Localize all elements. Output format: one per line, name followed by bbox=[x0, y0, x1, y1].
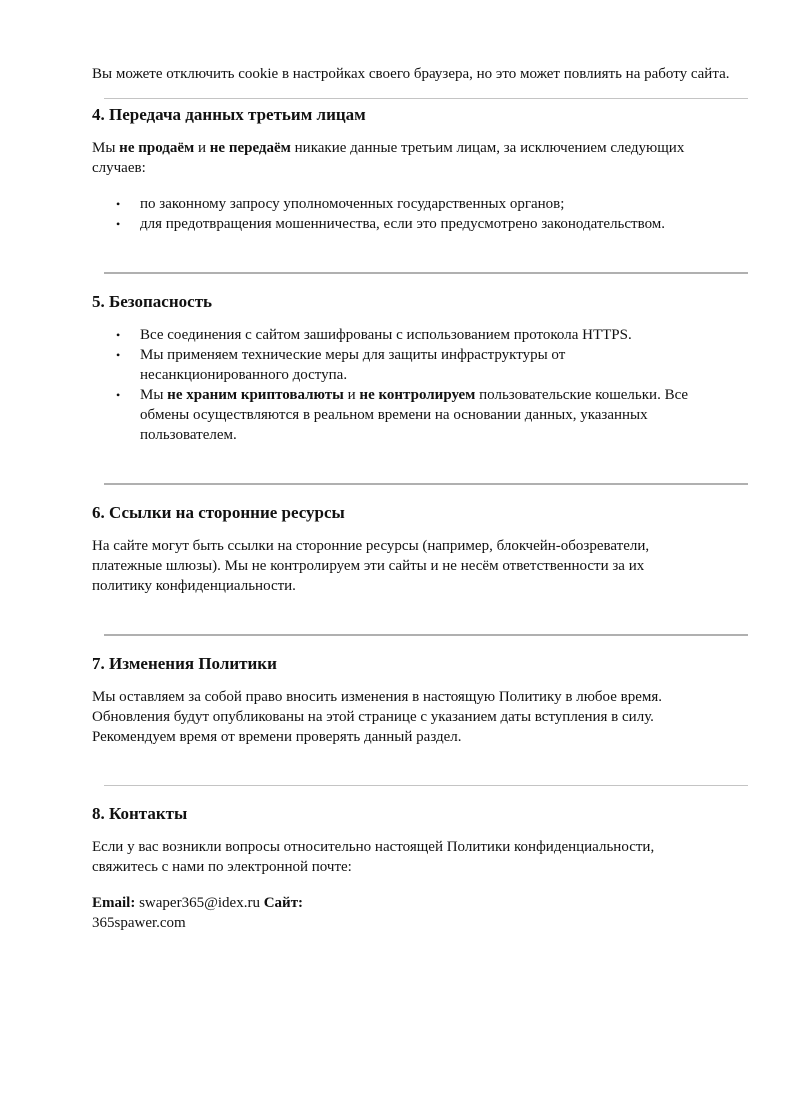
list-item: • по законному запросу уполномоченных государственных органов; bbox=[116, 196, 565, 212]
site-label: Сайт: bbox=[263, 895, 304, 911]
section-security bbox=[92, 291, 752, 445]
list-item: • Мы применяем технические меры для защиты инфраструктуры от несанкционированного доступа. bbox=[116, 347, 566, 383]
section-external-links bbox=[92, 502, 752, 596]
bullet-list bbox=[92, 325, 752, 445]
section-paragraph: Если у вас возникли вопросы относительно настоящей Политики конфиденциальности, свяжитесь с нами по электронной почте: bbox=[92, 839, 655, 875]
bullet-list bbox=[92, 194, 752, 234]
section-heading: 4. Передача данных третьим лицам bbox=[92, 105, 366, 124]
section-paragraph: Мы оставляем за собой право вносить изменения в настоящую Политику в любое время. Обновления будут опубликованы на этой странице с указанием даты вступления в силу. Рекомендуем время от времени проверять данный раздел. bbox=[92, 689, 663, 745]
section-paragraph: Мы не продаём и не передаём никакие данные третьим лицам, за исключением следующих случаев: bbox=[92, 140, 685, 176]
section-policy-changes bbox=[92, 653, 752, 747]
list-item: • Мы не храним криптовалюты и не контролируем пользовательские кошельки. Все обмены осуществляются в реальном времени на основании данных, указанных пользователем. bbox=[116, 387, 689, 443]
list-item: • Все соединения с сайтом зашифрованы с использованием протокола HTTPS. bbox=[116, 327, 632, 343]
contact-line bbox=[92, 893, 332, 933]
cookie-note: Вы можете отключить cookie в настройках своего браузера, но это может повлиять на работу сайта. bbox=[92, 66, 730, 82]
section-heading: 7. Изменения Политики bbox=[92, 654, 277, 673]
section-heading: 6. Ссылки на сторонние ресурсы bbox=[92, 503, 345, 522]
divider bbox=[104, 98, 748, 99]
section-heading: 8. Контакты bbox=[92, 804, 188, 823]
divider bbox=[104, 483, 748, 485]
divider bbox=[104, 785, 748, 786]
divider bbox=[104, 272, 748, 274]
policy-document bbox=[92, 64, 752, 933]
section-heading: 5. Безопасность bbox=[92, 292, 213, 311]
site-link[interactable]: 365spawer.com bbox=[92, 915, 186, 931]
divider bbox=[104, 634, 748, 636]
email-link[interactable]: swaper365@idex.ru bbox=[139, 895, 260, 911]
email-label: Email: bbox=[92, 895, 136, 911]
section-paragraph: На сайте могут быть ссылки на сторонние ресурсы (например, блокчейн-обозреватели, платежные шлюзы). Мы не контролируем эти сайты и не несём ответственности за их политику конфиденциальности. bbox=[92, 538, 650, 594]
section-third-parties bbox=[92, 104, 752, 234]
section-contacts bbox=[92, 803, 752, 933]
list-item: • для предотвращения мошенничества, если это предусмотрено законодательством. bbox=[116, 216, 666, 232]
